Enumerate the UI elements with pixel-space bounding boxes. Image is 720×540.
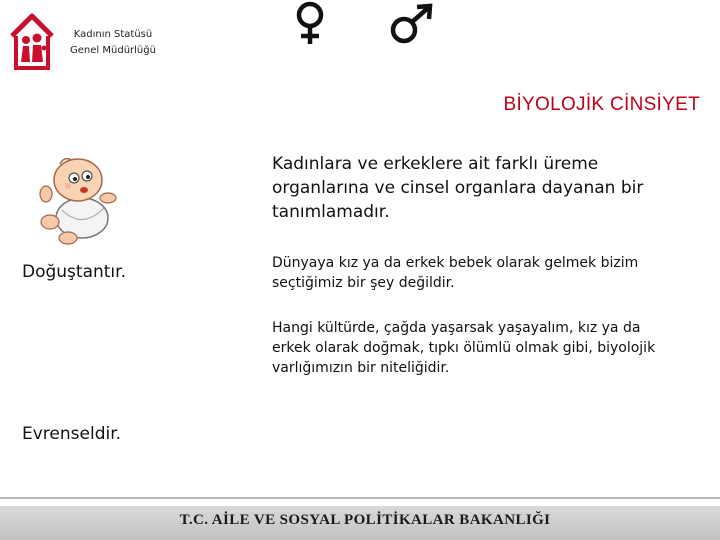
footer-bar xyxy=(0,506,720,540)
org-name-line2: Genel Müdürlüğü xyxy=(70,45,156,56)
footer-divider xyxy=(0,497,720,499)
female-symbol-icon xyxy=(299,4,321,44)
definition-paragraph: Kadınlara ve erkeklere ait farklı üreme organlarına ve cinsel organlara dayanan bir tanımlamadır. xyxy=(272,154,644,222)
ministry-name: T.C. AİLE VE SOSYAL POLİTİKALAR BAKANLIĞI xyxy=(179,512,551,528)
everywhere-paragraph: Hangi kültürde, çağda yaşarsak yaşayalım, kız ya da erkek olarak doğmak, tıpkı ölümlü olmak gibi, biyolojik varlığımızın bir niteliğidir. xyxy=(272,320,656,376)
organization-name xyxy=(62,27,164,59)
baby-icon xyxy=(30,150,138,248)
org-name-line1: Kadının Statüsü xyxy=(73,29,153,40)
gender-symbols xyxy=(282,0,452,50)
male-symbol-icon xyxy=(393,6,430,41)
slide-title: BİYOLOJİK CİNSİYET xyxy=(503,94,700,115)
ksgm-logo xyxy=(8,10,56,72)
house-logo-icon xyxy=(8,10,56,72)
label-universal: Evrenseldir. xyxy=(22,424,122,444)
label-innate: Doğuştantır. xyxy=(22,262,126,282)
born-as-paragraph: Dünyaya kız ya da erkek bebek olarak gelmek bizim seçtiğimiz bir şey değildir. xyxy=(272,255,639,291)
